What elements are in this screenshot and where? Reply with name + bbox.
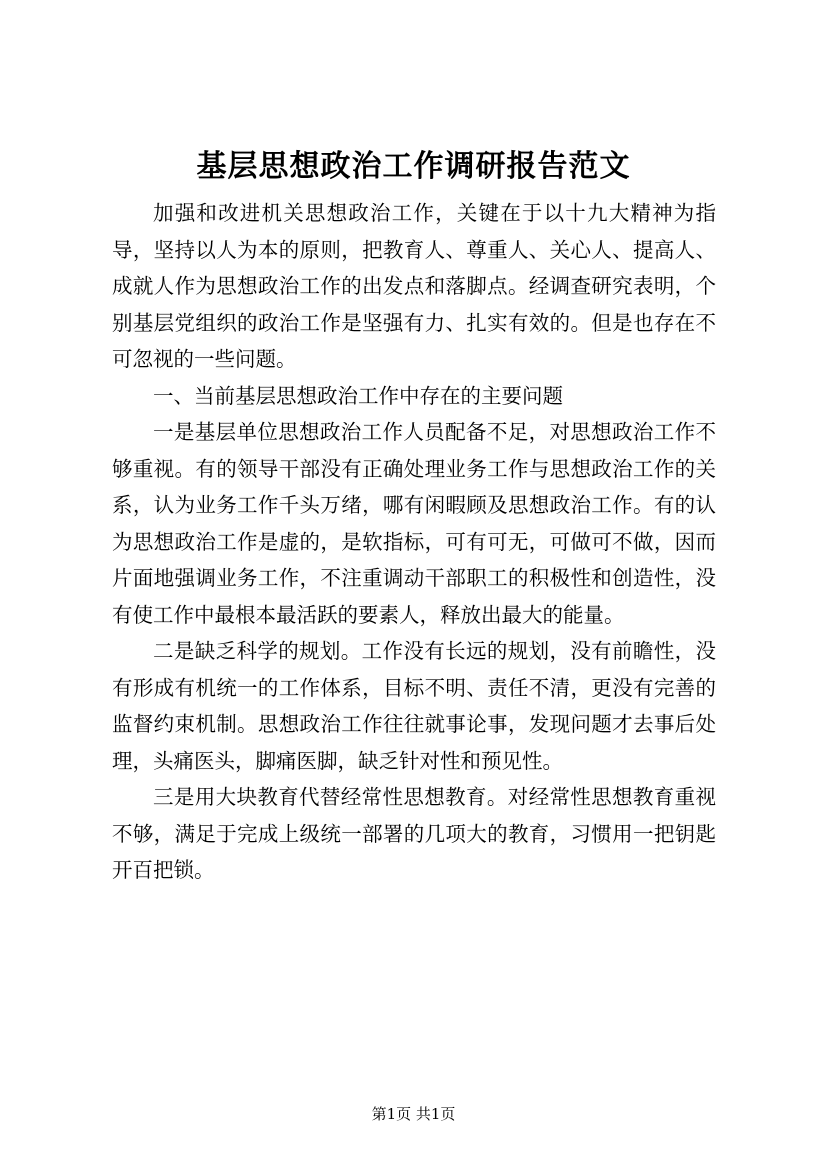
document-title: 基层思想政治工作调研报告范文: [196, 149, 631, 184]
paragraph-problem-1: 一是基层单位思想政治工作人员配备不足，对思想政治工作不够重视。有的领导干部没有正确处理业务工作与思想政治工作的关系，认为业务工作千头万绪，哪有闲暇顾及思想政治工作。有的认为思想政治工作是虚的，是软指标，可有可无，可做可不做，因而片面地强调业务工作，不注重调动干部职工的积极性和创造性，没有使工作中最根本最活跃的要素人，释放出最大的能量。: [112, 420, 716, 627]
paragraph-problem-3: 三是用大块教育代替经常性思想教育。对经常性思想教育重视不够，满足于完成上级统一部署的几项大的教育，习惯用一把钥匙开百把锁。: [112, 785, 716, 882]
document-body: [112, 195, 716, 889]
paragraph-problem-2: 二是缺乏科学的规划。工作没有长远的规划，没有前瞻性，没有形成有机统一的工作体系，目标不明、责任不清，更没有完善的监督约束机制。思想政治工作往往就事论事，发现问题才去事后处理，头痛医头，脚痛医脚，缺乏针对性和预见性。: [112, 639, 716, 773]
page-footer: 第1页 共1页: [371, 1105, 456, 1123]
paragraph-intro: 加强和改进机关思想政治工作，关键在于以十九大精神为指导，坚持以人为本的原则，把教育人、尊重人、关心人、提高人、成就人作为思想政治工作的出发点和落脚点。经调查研究表明，个别基层党组织的政治工作是坚强有力、扎实有效的。但是也存在不可忽视的一些问题。: [112, 201, 716, 371]
section-heading: 一、当前基层思想政治工作中存在的主要问题: [153, 383, 563, 408]
